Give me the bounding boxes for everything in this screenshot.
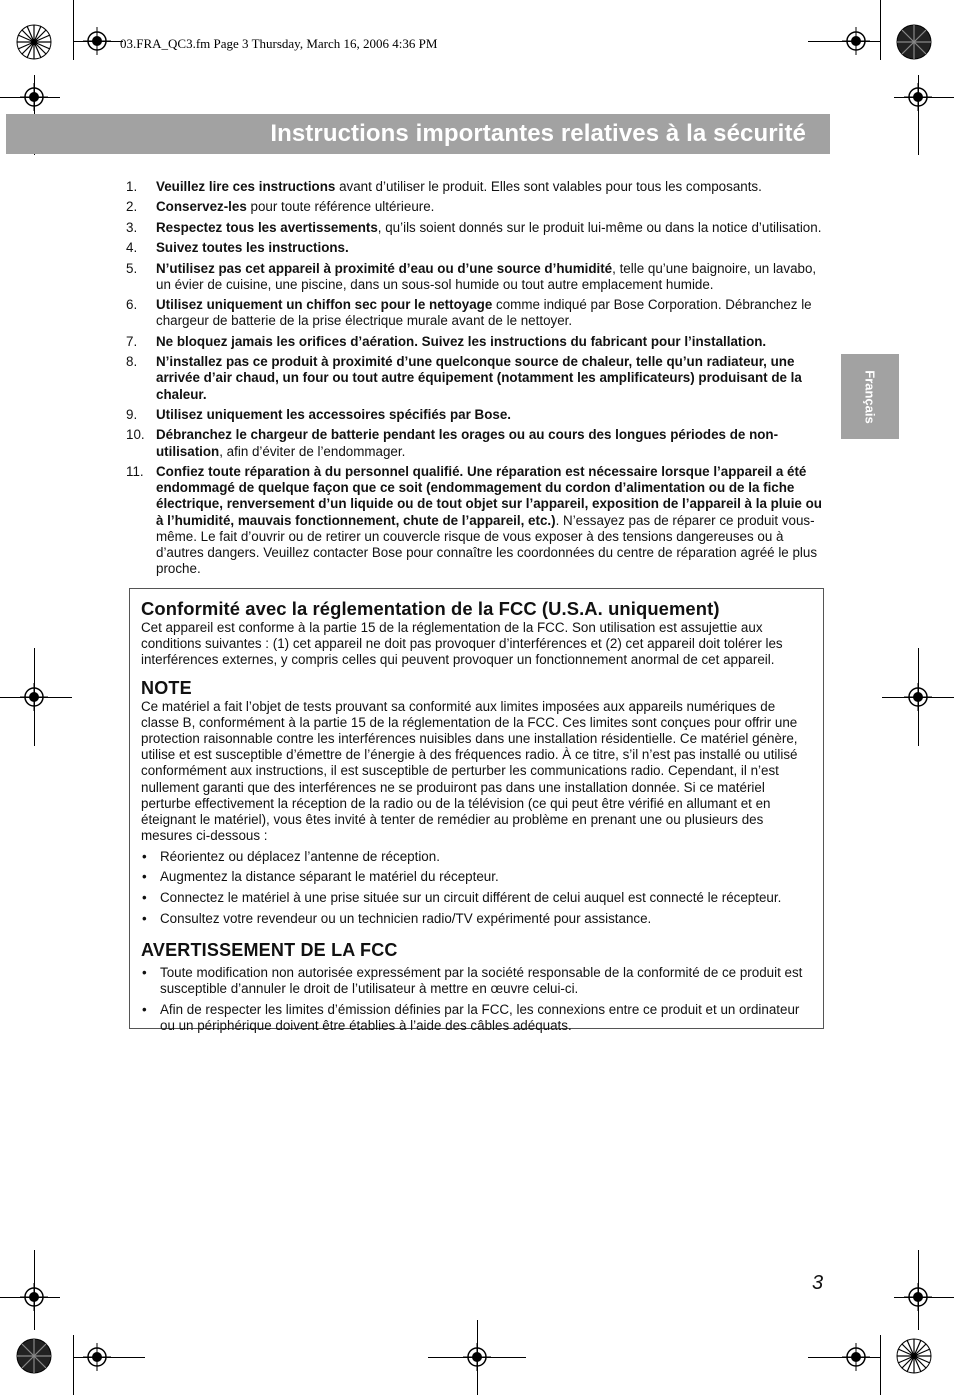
crop-line (73, 1335, 74, 1395)
bullet-icon: • (142, 890, 147, 906)
registration-target-icon (904, 1283, 932, 1311)
list-item-text: avant d’utiliser le produit. Elles sont valables pour tous les composants. (335, 179, 762, 194)
page-title: Instructions importantes relatives à la sécurité (270, 120, 806, 147)
crop-line (73, 0, 74, 60)
registration-target-icon (842, 27, 870, 55)
crop-line (880, 0, 881, 60)
list-item-text: , afin d’éviter de l’endommager. (219, 443, 406, 459)
registration-target-icon (20, 83, 48, 111)
registration-target-icon (20, 683, 48, 711)
starburst-mark-icon (896, 24, 932, 60)
list-item-bold-text: N’utilisez pas cet appareil à proximité d’eau ou d’une source d’humidité (156, 260, 613, 276)
bullet-item (141, 911, 813, 927)
list-item-number: 4. (126, 240, 138, 256)
list-item-text: . N’essayez pas de réparer ce produit vous-même. Le fait d’ouvrir ou de retirer un couvercle risque de vous exposer à des tensions dangereuses ou à d’autres dangers. Veuillez contacter Bose pour connaître les coordonnées du centre de réparation agréé le plus proche. (156, 512, 818, 577)
warning-heading: AVERTISSEMENT DE LA FCC (141, 939, 398, 960)
bullet-item (141, 869, 813, 885)
list-item-number: 9. (126, 406, 138, 422)
registration-target-icon (904, 83, 932, 111)
list-item-number: 7. (126, 333, 138, 349)
list-item (126, 179, 826, 195)
list-item-text: , qu’ils soient donnés sur le produit lui-même ou dans la notice d’utilisation. (377, 219, 822, 235)
list-item (126, 464, 826, 577)
bullet-item (141, 849, 813, 865)
bullet-icon: • (142, 965, 147, 981)
list-item (126, 261, 826, 293)
list-item-bold-text: Débranchez le chargeur de batterie pendant les orages ou au cours des longues périodes de non-utilisation (156, 427, 779, 459)
list-item (126, 407, 826, 423)
note-heading: NOTE (141, 677, 192, 698)
note-bullet-list (141, 849, 813, 927)
list-item (126, 220, 826, 236)
list-item (126, 297, 826, 329)
bullet-item (141, 1002, 813, 1034)
list-item-number: 6. (126, 297, 138, 313)
list-item (126, 199, 826, 215)
list-item-number: 5. (126, 260, 138, 276)
bullet-item (141, 965, 813, 997)
list-item-text: comme indiqué par Bose Corporation. Débranchez le chargeur de batterie de la prise électrique murale avant de le nettoyer. (156, 297, 812, 329)
file-slug: 03.FRA_QC3.fm Page 3 Thursday, March 16, 2006 4:36 PM (120, 36, 438, 51)
list-item-bold-text: N’installez pas ce produit à proximité d’une quelconque source de chaleur, telle qu’un radiateur, une arrivée d’air chaud, un four ou tout autre équipement (notamment les amplificateurs) produisant de la chaleur. (156, 354, 802, 402)
language-tab (841, 354, 899, 439)
fcc-content (141, 598, 813, 1034)
list-item-number: 2. (126, 199, 138, 215)
bullet-text: Consultez votre revendeur ou un technicien radio/TV expérimenté pour assistance. (160, 910, 652, 926)
bullet-icon: • (142, 1002, 147, 1017)
list-item-bold-text: Ne bloquez jamais les orifices d’aération. Suivez les instructions du fabricant pour l’installation. (156, 333, 767, 349)
safety-instructions-list (126, 179, 826, 582)
list-item-bold-text: Confiez toute réparation à du personnel qualifié. Une réparation est nécessaire lorsque l’appareil a été endommagé de quelque façon que ce soit (endommagement du cordon d’alimentation ou de la fiche électrique, renversement d’un liquide ou de tout objet sur l’appareil, exposition de l’appareil à la pluie ou à l’humidité, mauvais fonctionnement, chute de l’appareil, etc.) (156, 463, 822, 528)
list-item-bold-text: Utilisez uniquement un chiffon sec pour le nettoyage (156, 297, 493, 313)
starburst-mark-icon (896, 1338, 932, 1374)
bullet-icon: • (142, 910, 147, 926)
fcc-compliance-box (129, 588, 824, 1034)
registration-target-icon (20, 1283, 48, 1311)
list-item (126, 334, 826, 350)
list-item (126, 354, 826, 403)
list-item-number: 8. (126, 354, 138, 370)
list-item-bold-text: Utilisez uniquement les accessoires spécifiés par Bose. (156, 406, 512, 422)
list-item-number: 3. (126, 219, 138, 235)
title-band (6, 114, 830, 154)
list-item-number: 10. (126, 427, 145, 443)
list-item-bold-text: Conservez-les (156, 199, 247, 215)
list-item-number: 1. (126, 179, 138, 194)
registration-target-icon (842, 1343, 870, 1371)
registration-target-icon (463, 1343, 491, 1371)
bullet-text: Afin de respecter les limites d’émission définies par la FCC, les connexions entre ce produit et un ordinateur ou un périphérique doivent être établies à l’aide des câbles adéquats. (160, 1002, 800, 1034)
page-number: 3 (812, 1272, 824, 1294)
starburst-mark-icon (16, 24, 52, 60)
registration-target-icon (83, 1343, 111, 1371)
list-item-bold-text: Respectez tous les avertissements (156, 219, 378, 235)
bullet-text: Connectez le matériel à une prise située sur un circuit différent de celui auquel est connecté le récepteur. (160, 890, 782, 906)
bullet-text: Toute modification non autorisée expressément par la société responsable de la conformité de ce produit est susceptible d’annuler le droit de l’utilisateur à mettre en œuvre celui-ci. (160, 965, 803, 997)
registration-target-icon (904, 683, 932, 711)
warning-bullet-list (141, 965, 813, 1034)
bullet-icon: • (142, 848, 147, 864)
starburst-mark-icon (16, 1338, 52, 1374)
list-item-bold-text: Suivez toutes les instructions. (156, 240, 349, 256)
list-item-bold-text: Veuillez lire ces instructions (156, 179, 336, 194)
bullet-icon: • (142, 869, 147, 885)
fcc-title: Conformité avec la réglementation de la FCC (U.S.A. uniquement) (141, 598, 720, 619)
list-item-number: 11. (126, 463, 144, 479)
note-text: Ce matériel a fait l’objet de tests prouvant sa conformité aux limites imposées aux appareils numériques de classe B, conformément à la partie 15 de la réglementation de la FCC. Ces limites sont conçues pour offrir une protection raisonnable contre les interférences nuisibles dans une installation résidentielle. Ce matériel génère, utilise et est susceptible d’émettre de l’énergie à des fréquences radio. À ce titre, s’il n’est pas installé ou utilisé conformément aux instructions, il est susceptible de perturber les communications radio. Cependant, il n’est nullement garanti que des interférences ne se produiront pas dans une installation donnée. Si ce matériel perturbe effectivement la réception de la radio ou de la télévision (ce qui peut être vérifié en allumant et en éteignant le matériel), vous êtes invité à tenter de remédier au problème en prenant une ou plusieurs des mesures ci-dessous : (141, 698, 798, 844)
crop-line (880, 1335, 881, 1395)
list-item (126, 240, 826, 256)
bullet-item (141, 890, 813, 906)
fcc-intro: Cet appareil est conforme à la partie 15 de la réglementation de la FCC. Son utilisation est assujettie aux conditions suivantes : (1) cet appareil ne doit pas provoquer d’interférences et (2) cet appareil doit tolérer les interférences externes, y compris celles qui peuvent provoquer un fonctionnement anormal de cet appareil. (141, 620, 783, 668)
registration-target-icon (83, 27, 111, 55)
list-item-text: , telle qu’une baignoire, un lavabo, un évier de cuisine, une piscine, dans un sous-sol humide ou tout autre emplacement humide. (156, 260, 817, 292)
list-item (126, 427, 826, 459)
list-item-text: pour toute référence ultérieure. (246, 199, 435, 215)
language-tab-label: Français (862, 369, 878, 424)
bullet-text: Réorientez ou déplacez l’antenne de réception. (160, 848, 440, 864)
bullet-text: Augmentez la distance séparant le matériel du récepteur. (160, 869, 499, 885)
